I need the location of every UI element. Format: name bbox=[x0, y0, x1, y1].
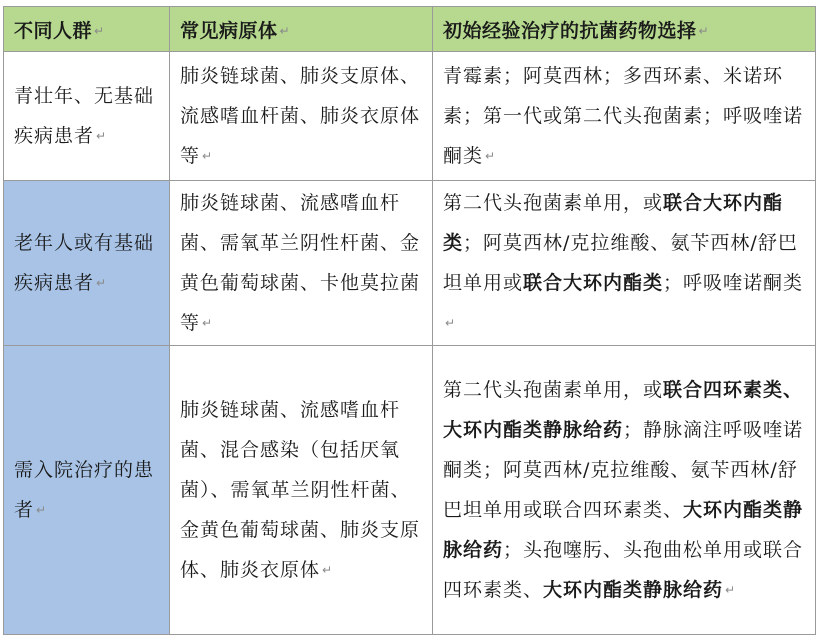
paragraph-mark-icon: ↵ bbox=[725, 583, 737, 598]
treatment-text: 青霉素；阿莫西林；多西环素、米诺环素；第一代或第二代头孢菌素；呼吸喹诺酮类 bbox=[443, 64, 804, 167]
treatment-text-bold: 联合大环内酯类 bbox=[443, 191, 784, 254]
treatment-text: ；阿莫西林/克拉维酸、氨苄西林/舒巴坦单用或 bbox=[443, 231, 798, 294]
paragraph-mark-icon: ↵ bbox=[445, 316, 457, 331]
treatment-text-bold: 联合四环素类、大环内酯类静脉给药 bbox=[443, 378, 804, 441]
pathogens-text: 肺炎链球菌、肺炎支原体、流感嗜血杆菌、肺炎衣原体等 bbox=[180, 64, 421, 167]
paragraph-mark-icon: ↵ bbox=[36, 503, 48, 518]
treatment-cell bbox=[433, 181, 816, 346]
header-pathogens-label: 常见病原体 bbox=[180, 19, 278, 42]
paragraph-mark-icon: ↵ bbox=[322, 563, 334, 578]
pathogens-text: 肺炎链球菌、流感嗜血杆菌、混合感染（包括厌氧菌）、需氧革兰阴性杆菌、金黄色葡萄球菌、肺炎支原体、肺炎衣原体 bbox=[180, 398, 421, 581]
header-group bbox=[4, 7, 170, 52]
treatment-text-bold: 大环内酯类静脉给药 bbox=[443, 498, 804, 561]
pathogens-cell bbox=[170, 346, 433, 635]
treatment-text-bold: 大环内酯类静脉给药 bbox=[543, 578, 724, 601]
header-treatment bbox=[433, 7, 816, 52]
pathogens-cell bbox=[170, 181, 433, 346]
treatment-cell bbox=[433, 52, 816, 181]
header-group-label: 不同人群 bbox=[14, 19, 93, 42]
header-treatment-label: 初始经验治疗的抗菌药物选择 bbox=[443, 19, 697, 42]
paragraph-mark-icon: ↵ bbox=[96, 276, 108, 291]
group-text: 老年人或有基础疾病患者 bbox=[14, 231, 155, 294]
treatment-text: 第二代头孢菌素单用，或 bbox=[443, 378, 664, 401]
group-text: 青壮年、无基础疾病患者 bbox=[14, 84, 155, 147]
paragraph-mark-icon: ↵ bbox=[485, 149, 497, 164]
paragraph-mark-icon: ↵ bbox=[202, 149, 214, 164]
treatment-text: ；呼吸喹诺酮类 bbox=[663, 271, 804, 294]
header-row bbox=[4, 7, 816, 52]
group-cell bbox=[4, 52, 170, 181]
group-text: 需入院治疗的患者 bbox=[14, 458, 155, 521]
pathogens-cell bbox=[170, 52, 433, 181]
table-row bbox=[4, 52, 816, 181]
treatment-cell bbox=[433, 346, 816, 635]
treatment-text: ；静脉滴注呼吸喹诺酮类；阿莫西林/克拉维酸、氨苄西林/舒巴坦单用或联合四环素类、 bbox=[443, 418, 804, 521]
paragraph-mark-icon: ↵ bbox=[96, 129, 108, 144]
paragraph-mark-icon: ↵ bbox=[94, 24, 105, 38]
paragraph-mark-icon: ↵ bbox=[279, 24, 290, 38]
antibiotic-table bbox=[3, 6, 816, 635]
paragraph-mark-icon: ↵ bbox=[202, 316, 214, 331]
treatment-text: 第二代头孢菌素单用，或 bbox=[443, 191, 664, 214]
treatment-text-bold: 联合大环内酯类 bbox=[523, 271, 664, 294]
header-pathogens bbox=[170, 7, 433, 52]
treatment-text: ；头孢噻肟、头孢曲松单用或联合四环素类、 bbox=[443, 538, 804, 601]
paragraph-mark-icon: ↵ bbox=[698, 24, 709, 38]
group-cell bbox=[4, 346, 170, 635]
table-row bbox=[4, 346, 816, 635]
pathogens-text: 肺炎链球菌、流感嗜血杆菌、需氧革兰阴性杆菌、金黄色葡萄球菌、卡他莫拉菌等 bbox=[180, 191, 421, 334]
group-cell bbox=[4, 181, 170, 346]
table-row bbox=[4, 181, 816, 346]
